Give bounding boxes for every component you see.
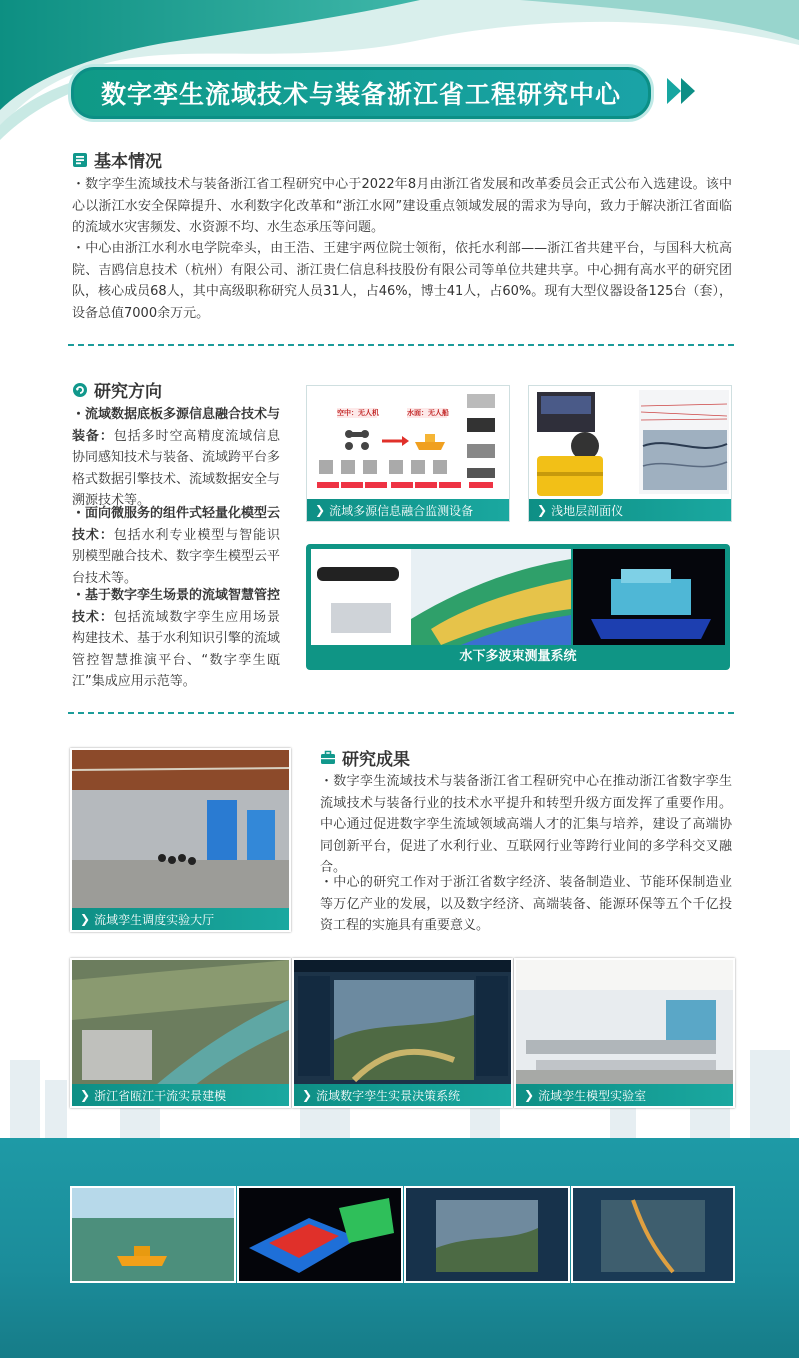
section-results-title: 研究成果 — [342, 750, 410, 770]
section-divider — [68, 344, 734, 346]
chevron-right-icon: ❯ — [80, 912, 91, 926]
double-chevron-right-icon — [665, 76, 705, 106]
research-item-3 — [72, 585, 280, 693]
research-item-3-title: ・基于数字孪生场景的流域智慧管控技术： — [72, 588, 281, 625]
chevron-right-icon: ❯ — [524, 1088, 535, 1102]
diagram-air-label: 空中：无人机 — [337, 409, 379, 417]
dashboard-1-graphic — [406, 1188, 568, 1281]
page-title: 数字孪生流域技术与装备浙江省工程研究中心 — [100, 80, 621, 109]
lab-hall-image — [70, 748, 291, 932]
lab-hall-graphic — [72, 750, 289, 930]
caption-text: 流域多源信息融合监测设备 — [329, 503, 474, 518]
section-basic-heading — [72, 147, 162, 172]
gallery-image-decision-system — [292, 958, 513, 1108]
bottom-image-dashboard-1 — [404, 1186, 570, 1283]
multibeam-graphic — [311, 549, 725, 645]
section-research-title: 研究方向 — [94, 382, 162, 402]
results-paragraph-2: ・中心的研究工作对于浙江省数字经济、装备制造业、节能环保制造业等万亿产业的发展，以及数字经济、高端装备、能源环保等五个千亿投资工程的实施具有重要意义。 — [320, 875, 732, 933]
profiler-caption — [529, 499, 731, 521]
section-divider — [68, 712, 734, 714]
research-item-1-text: 包括多时空高精度流域信息协同感知技术与装备、流域跨平台多格式数据引擎技术、流域数据安全与溯源技术等。 — [72, 428, 281, 508]
basic-paragraph-2: ・中心由浙江水利水电学院牵头，由王浩、王建宇两位院士领衔，依托水利部——浙江省共建平台，与国科大杭高院、吉鸥信息技术（杭州）有限公司、浙江贵仁信息科技股份有限公司等单位共建共享。中心拥有高水平的研究团队，核心成员68人，其中高级职称研究人员31人，占46%，博士41人，占60%。现有大型仪器设备125台（套），设备总值7000余万元。 — [72, 241, 732, 321]
multibeam-caption: 水下多波束测量系统 — [459, 649, 577, 664]
section-results-heading — [320, 745, 410, 770]
monitoring-equipment-caption — [307, 499, 509, 521]
basic-paragraph-1: ・数字孪生流域技术与装备浙江省工程研究中心于2022年8月由浙江省发展和改革委员会正式公布入选建设。该中心以浙江水安全保障提升、水利数字化改革和“浙江水网”建设重点领域发展的需求为导向，致力于解决浙江省面临的流域水灾害频发、水资源不均、水生态承压等问题。 — [72, 177, 732, 235]
caption-text: 浙江省瓯江干流实景建模 — [94, 1088, 227, 1103]
caption-text: 流域孪生模型实验室 — [538, 1088, 647, 1103]
section-basic-title: 基本情况 — [94, 152, 162, 172]
point-cloud-graphic — [239, 1188, 401, 1281]
unmanned-boat-graphic — [72, 1188, 234, 1281]
caption-text: 浅地层剖面仪 — [551, 503, 624, 518]
profiler-image — [528, 385, 732, 522]
monitoring-equipment-image — [306, 385, 510, 522]
page-title-banner — [68, 64, 654, 122]
research-item-1 — [72, 404, 280, 512]
lab-hall-caption — [72, 908, 289, 930]
research-item-2-text: 包括水利专业模型与智能识别模型融合技术、数字孪生模型云平台技术等。 — [72, 527, 281, 586]
bottom-image-point-cloud — [237, 1186, 403, 1283]
diagram-water-label: 水面：无人船 — [407, 409, 449, 417]
research-item-2 — [72, 503, 280, 589]
gallery-caption-2 — [294, 1084, 511, 1106]
research-item-3-text: 包括流域数字孪生应用场景构建技术、基于水利知识引擎的流域管控智慧推演平台、“数字孪生瓯江”集成应用示范等。 — [72, 609, 281, 689]
section-research-heading — [72, 377, 162, 402]
caption-text: 流域孪生调度实验大厅 — [94, 912, 215, 927]
chevron-right-icon: ❯ — [80, 1088, 91, 1102]
briefcase-icon — [320, 750, 336, 766]
research-item-2-title: ・面向微服务的组件式轻量化模型云技术： — [72, 506, 281, 543]
chevron-right-icon: ❯ — [302, 1088, 313, 1102]
gallery-caption-3 — [516, 1084, 733, 1106]
equipment-diagram-graphic — [307, 386, 509, 499]
dashboard-2-graphic — [573, 1188, 733, 1281]
chevron-right-icon: ❯ — [315, 503, 326, 517]
refresh-icon — [72, 382, 88, 398]
profiler-graphic — [529, 386, 731, 499]
research-item-1-title: ・流域数据底板多源信息融合技术与装备： — [72, 407, 281, 444]
results-paragraph-1: ・数字孪生流域技术与装备浙江省工程研究中心在推动浙江省数字孪生流域技术与装备行业的技术水平提升和转型升级方面发挥了重要作用。中心通过促进数字孪生流域领域高端人才的汇集与培养，建设了高端协同创新平台，促进了水利行业、互联网行业等跨行业间的多学科交叉融合。 — [320, 774, 732, 875]
bottom-image-unmanned-boat — [70, 1186, 236, 1283]
gallery-image-model-lab — [514, 958, 735, 1108]
gallery-image-river-model — [70, 958, 291, 1108]
gallery-caption-1 — [72, 1084, 289, 1106]
multibeam-image — [306, 544, 730, 670]
bottom-image-dashboard-2 — [571, 1186, 735, 1283]
caption-text: 流域数字孪生实景决策系统 — [316, 1088, 461, 1103]
list-icon — [72, 152, 88, 168]
chevron-right-icon: ❯ — [537, 503, 548, 517]
